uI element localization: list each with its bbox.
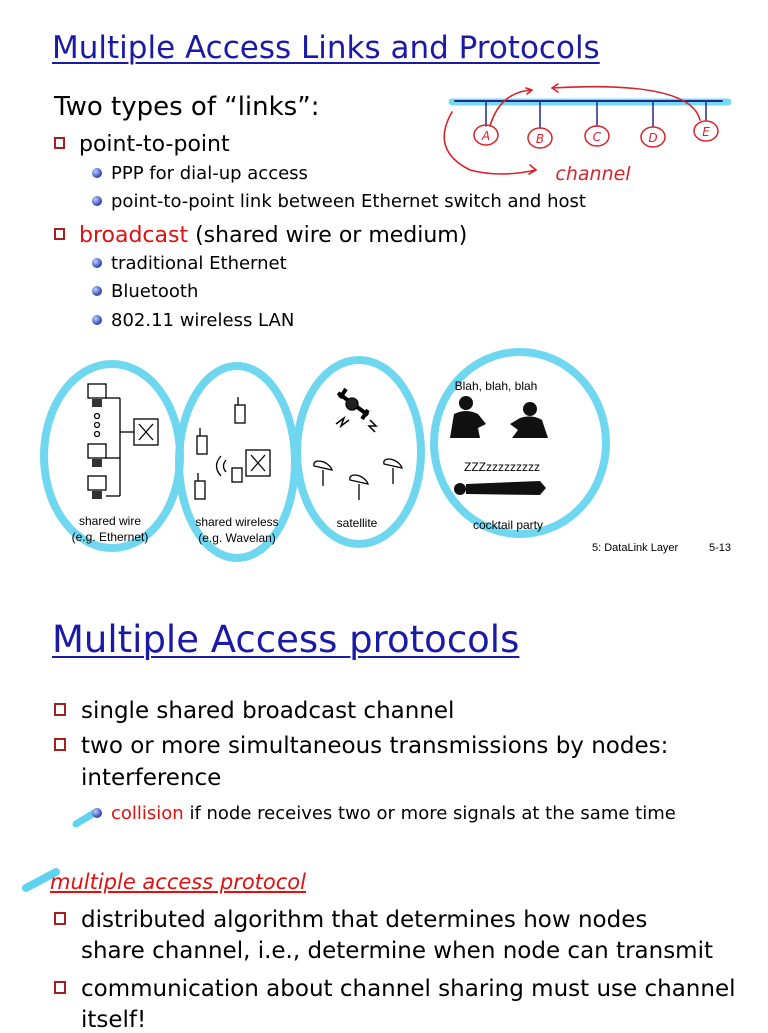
bullet-continuation: share channel, i.e., determine when node can transmit bbox=[81, 938, 713, 964]
sub-bullet-label: PPP for dial-up access bbox=[111, 163, 308, 184]
slide-title: Multiple Access protocols bbox=[52, 618, 520, 661]
node-label: C bbox=[592, 130, 602, 144]
caption-shared-wire: shared wire bbox=[78, 514, 142, 528]
bullet-simultaneous-transmissions bbox=[54, 733, 668, 759]
slide-title: Multiple Access Links and Protocols bbox=[52, 30, 600, 66]
lightning-icon bbox=[369, 420, 376, 432]
broadcast-keyword: broadcast bbox=[79, 223, 189, 248]
dish-icon bbox=[350, 475, 368, 484]
bullet-label: communication about channel sharing must use channel bbox=[81, 976, 736, 1002]
talking-person-icon bbox=[450, 411, 486, 438]
sub-bullet-label: Bluetooth bbox=[111, 281, 199, 302]
caption-satellite: satellite bbox=[336, 516, 378, 530]
wireless-signal-icon bbox=[217, 456, 227, 476]
bullet-label: point-to-point bbox=[79, 132, 230, 157]
computer-icon bbox=[88, 444, 106, 458]
computer-base bbox=[92, 491, 102, 499]
node-label: A bbox=[481, 129, 491, 143]
ellipsis-dot bbox=[95, 414, 100, 419]
computer-icon bbox=[88, 476, 106, 490]
footer-page-number: 5-13 bbox=[709, 542, 732, 554]
node-label: E bbox=[702, 125, 710, 139]
slide-multiple-access-protocols bbox=[0, 580, 768, 1033]
bullet-label: two or more simultaneous transmissions by nodes: bbox=[81, 733, 669, 759]
caption-shared-wire-example: (e.g. Ethernet) bbox=[71, 530, 149, 544]
person-head bbox=[454, 483, 466, 495]
caption-shared-wireless: shared wireless bbox=[195, 515, 279, 529]
sub-bullet-label: 802.11 wireless LAN bbox=[111, 310, 295, 331]
square-bullet-icon bbox=[54, 703, 66, 716]
computer-base bbox=[92, 399, 102, 407]
person-head bbox=[459, 396, 473, 410]
handheld-icon bbox=[235, 405, 245, 423]
person-head bbox=[523, 402, 537, 416]
cocktail-party-diagram bbox=[450, 396, 548, 495]
node-label: B bbox=[535, 132, 545, 146]
satellite-body bbox=[346, 398, 358, 410]
speech-text: Blah, blah, blah bbox=[454, 379, 538, 393]
sub-bullet-label: point-to-point link between Ethernet switch and host bbox=[111, 191, 586, 212]
satellite-diagram bbox=[314, 389, 402, 500]
dish-icon bbox=[314, 461, 332, 470]
lightning-icon bbox=[336, 418, 349, 426]
square-bullet-icon bbox=[54, 738, 66, 751]
handheld-icon bbox=[197, 436, 207, 454]
ellipsis-dot bbox=[95, 423, 100, 428]
dish-icon bbox=[384, 459, 402, 468]
sub-bullet-label: traditional Ethernet bbox=[111, 253, 287, 274]
sleeping-person-icon bbox=[466, 481, 546, 495]
bullet-label: distributed algorithm that determines how nodes bbox=[81, 907, 648, 933]
sub-bullet-collision bbox=[92, 803, 676, 824]
talking-person-icon bbox=[510, 416, 548, 438]
bullet-continuation: interference bbox=[81, 765, 222, 791]
square-bullet-icon bbox=[54, 981, 66, 994]
square-bullet-icon bbox=[54, 912, 66, 925]
collision-rest: if node receives two or more signals at the same time bbox=[183, 803, 676, 824]
broadcast-rest: (shared wire or medium) bbox=[188, 223, 468, 248]
snore-text: ZZZzzzzzzzzz bbox=[464, 460, 540, 474]
intro-text: Two types of “links”: bbox=[54, 92, 320, 122]
ellipsis-dot bbox=[95, 432, 100, 437]
footer-chapter: 5: DataLink Layer bbox=[592, 542, 679, 554]
caption-cocktail-party: cocktail party bbox=[472, 518, 544, 532]
collision-keyword: collision bbox=[111, 803, 184, 824]
bullet-label: single shared broadcast channel bbox=[81, 698, 455, 724]
computer-icon bbox=[88, 384, 106, 398]
node-label: D bbox=[648, 131, 658, 145]
highlight-shared-wireless bbox=[179, 366, 295, 558]
bullet-distributed-algorithm bbox=[54, 907, 647, 933]
access-point-box bbox=[232, 468, 242, 482]
bullet-shared-channel bbox=[54, 698, 454, 724]
round-bullet-icon bbox=[92, 808, 102, 818]
shared-wireless-diagram bbox=[195, 397, 270, 499]
caption-shared-wireless-example: (e.g. Wavelan) bbox=[198, 531, 276, 545]
bullet-continuation: itself! bbox=[81, 1007, 147, 1033]
handheld-icon bbox=[195, 481, 205, 499]
channel-label: channel bbox=[555, 163, 631, 185]
subheading-multiple-access-protocol: multiple access protocol bbox=[50, 870, 306, 894]
shared-wire-diagram bbox=[88, 384, 158, 499]
bullet-communication bbox=[54, 976, 736, 1002]
computer-base bbox=[92, 459, 102, 467]
